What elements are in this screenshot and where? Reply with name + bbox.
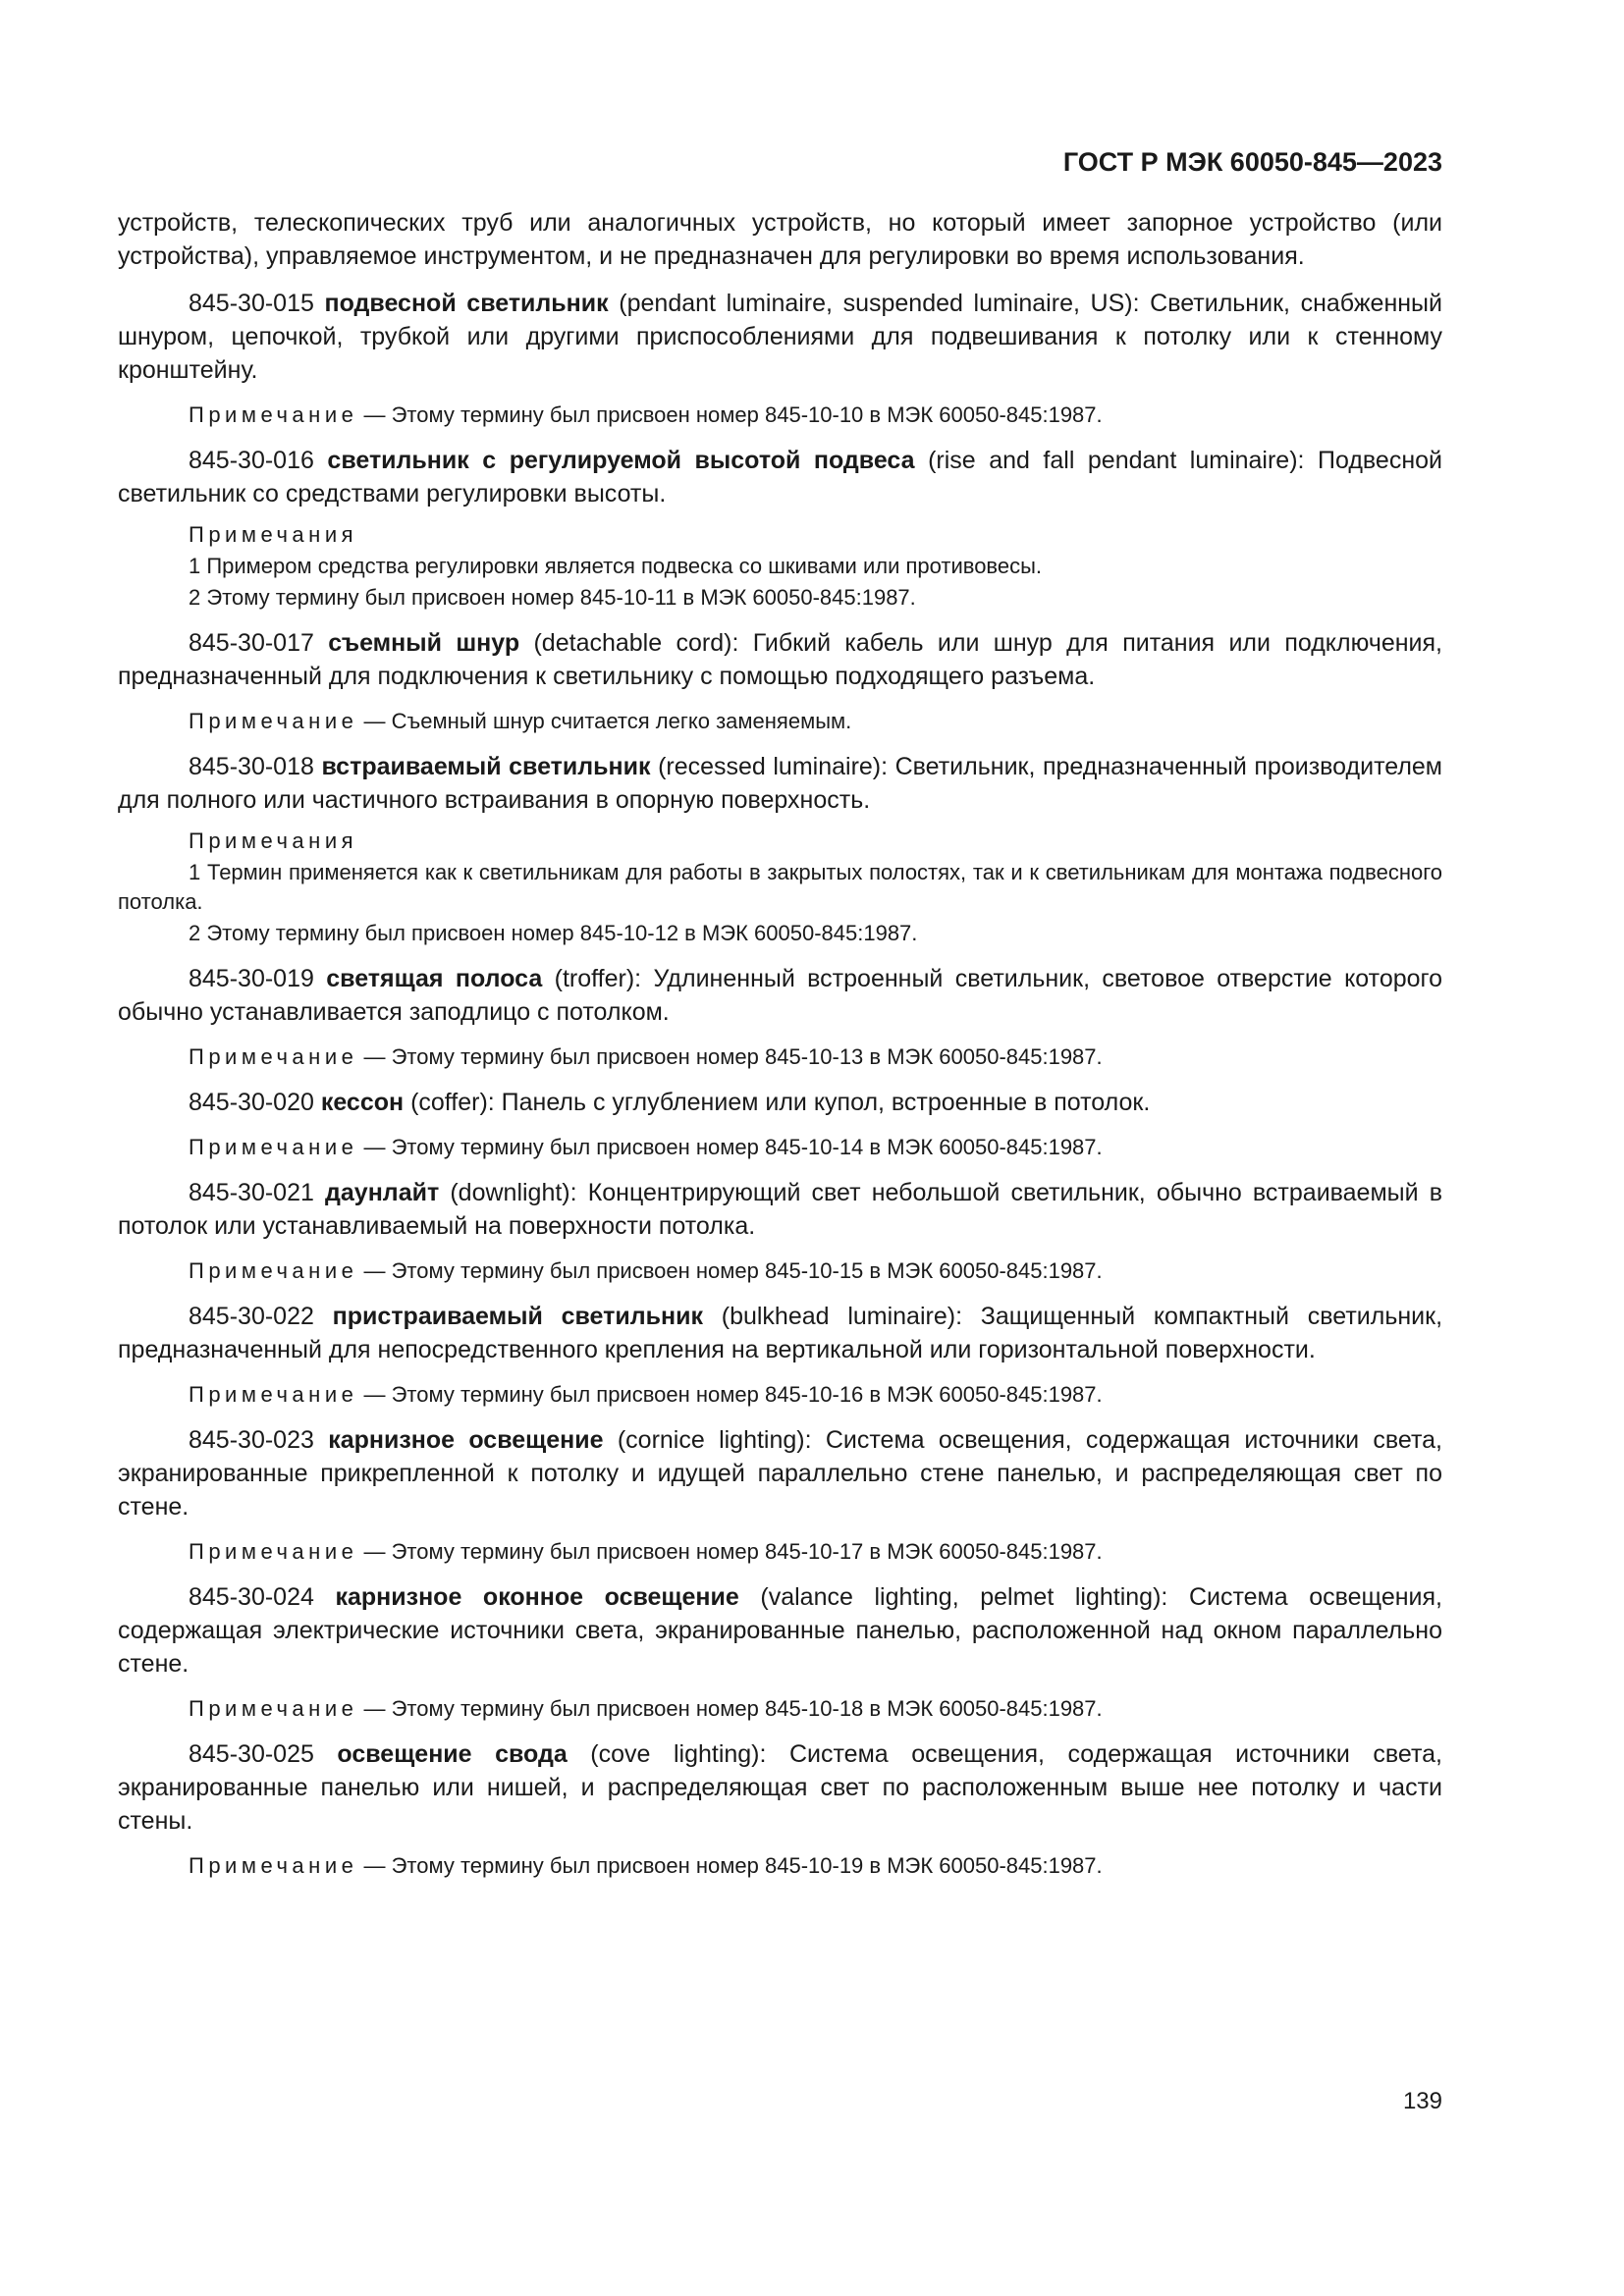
note-text: — Этому термину был присвоен номер 845-10-19 в МЭК 60050-845:1987. (363, 1853, 1103, 1878)
note-017 (189, 707, 1442, 736)
term-name: кессон (320, 1089, 405, 1116)
note-label: Примечание (189, 1044, 358, 1069)
notes-label-018: Примечания (189, 828, 358, 853)
note-label: Примечание (189, 1382, 358, 1407)
term-definition: (recessed luminaire): Светильник, предназначенный производителем для полного или частичного встраивания в опорную поверхность. (118, 753, 1442, 814)
term-definition: (detachable cord): Гибкий кабель или шнур для питания или подключения, предназначенный для подключения к светильнику с помощью подходящего разъема. (118, 629, 1442, 690)
note-015 (189, 400, 1442, 430)
term-name: светящая полоса (326, 965, 543, 992)
term-name: подвесной светильник (324, 290, 609, 317)
note-text: — Съемный шнур считается легко заменяемым. (363, 709, 852, 733)
note-021 (189, 1256, 1442, 1286)
note-label: Примечание (189, 1135, 358, 1159)
term-number: 845-30-017 (189, 629, 314, 657)
note-text: — Этому термину был присвоен номер 845-10-16 в МЭК 60050-845:1987. (363, 1382, 1103, 1407)
term-number: 845-30-024 (189, 1583, 314, 1611)
continuation-paragraph: устройств, телескопических труб или аналогичных устройств, но который имеет запорное устройство (или устройства), управляемое инструментом, и не предназначен для регулировки во время использования. (118, 209, 1442, 270)
term-entry-024 (118, 1580, 1442, 1681)
note-label: Примечание (189, 1539, 358, 1564)
term-entry-015 (118, 287, 1442, 387)
note-023 (189, 1537, 1442, 1567)
note-item: 1 Примером средства регулировки является подвеска со шкивами или противовесы. (189, 554, 1043, 578)
note-label: Примечание (189, 1853, 358, 1878)
note-label: Примечание (189, 1258, 358, 1283)
term-definition: (rise and fall pendant luminaire): Подвесной светильник со средствами регулировки высоты. (118, 447, 1442, 507)
note-text: — Этому термину был присвоен номер 845-10-14 в МЭК 60050-845:1987. (363, 1135, 1103, 1159)
term-name: встраиваемый светильник (321, 753, 651, 780)
term-definition: (valance lighting, pelmet lighting): Система освещения, содержащая электрические источники света, экранированные панелью, расположенной над окном параллельно стене. (118, 1583, 1442, 1678)
note-item: 2 Этому термину был присвоен номер 845-10-12 в МЭК 60050-845:1987. (189, 921, 918, 945)
term-entry-020 (118, 1086, 1442, 1119)
note-text: — Этому термину был присвоен номер 845-10-15 в МЭК 60050-845:1987. (363, 1258, 1103, 1283)
term-number: 845-30-023 (189, 1426, 314, 1454)
term-definition: (downlight): Концентрирующий свет небольшой светильник, обычно встраиваемый в потолок или устанавливаемый на поверхности потолка. (118, 1179, 1442, 1240)
note-024 (189, 1694, 1442, 1724)
term-definition: (troffer): Удлиненный встроенный светильник, световое отверстие которого обычно устанавливается заподлицо с потолком. (118, 965, 1442, 1026)
term-entry-023 (118, 1423, 1442, 1523)
term-number: 845-30-022 (189, 1303, 314, 1330)
term-definition: (pendant luminaire, suspended luminaire, US): Светильник, снабженный шнуром, цепочкой, трубкой или другими приспособлениями для подвешивания к потолку или к стенному кронштейну. (118, 290, 1442, 384)
term-number: 845-30-015 (189, 290, 314, 317)
note-text: — Этому термину был присвоен номер 845-10-13 в МЭК 60050-845:1987. (363, 1044, 1103, 1069)
note-label: Примечание (189, 709, 358, 733)
term-name: светильник с регулируемой высотой подвеса (327, 447, 915, 474)
note-022 (189, 1380, 1442, 1410)
term-entry-022 (118, 1300, 1442, 1366)
notes-label-016: Примечания (189, 522, 358, 547)
term-definition: (cove lighting): Система освещения, содержащая источники света, экранированные панелью или нишей, и распределяющая свет по расположенным выше нее потолку и части стены. (118, 1740, 1442, 1835)
term-name: даунлайт (325, 1179, 440, 1206)
note-019 (189, 1042, 1442, 1072)
note-label: Примечание (189, 1696, 358, 1721)
page-number: 139 (1402, 2088, 1442, 2114)
term-number: 845-30-019 (189, 965, 314, 992)
term-number: 845-30-021 (189, 1179, 314, 1206)
note-025 (189, 1851, 1442, 1881)
term-number: 845-30-018 (189, 753, 314, 780)
term-number: 845-30-016 (189, 447, 314, 474)
term-entry-018 (118, 750, 1442, 817)
term-name: пристраиваемый светильник (332, 1303, 703, 1330)
note-item: 2 Этому термину был присвоен номер 845-10-11 в МЭК 60050-845:1987. (189, 585, 916, 610)
document-header: ГОСТ Р МЭК 60050-845—2023 (1062, 147, 1442, 177)
term-definition: (cornice lighting): Система освещения, содержащая источники света, экранированные прикрепленной к потолку и идущей параллельно стене панелью, и распределяющая свет по стене. (118, 1426, 1442, 1521)
document-body (118, 206, 1442, 1881)
note-text: — Этому термину был присвоен номер 845-10-18 в МЭК 60050-845:1987. (363, 1696, 1103, 1721)
term-name: карнизное оконное освещение (335, 1583, 739, 1611)
note-text: — Этому термину был присвоен номер 845-10-10 в МЭК 60050-845:1987. (363, 402, 1103, 427)
term-entry-021 (118, 1176, 1442, 1243)
term-name: съемный шнур (328, 629, 520, 657)
note-020 (189, 1133, 1442, 1162)
term-name: карнизное освещение (328, 1426, 604, 1454)
term-entry-019 (118, 962, 1442, 1029)
note-label: Примечание (189, 402, 358, 427)
term-number: 845-30-025 (189, 1740, 314, 1768)
term-entry-017 (118, 626, 1442, 693)
term-name: освещение свода (337, 1740, 568, 1768)
term-definition: (coffer): Панель с углублением или купол, встроенные в потолок. (410, 1089, 1151, 1116)
note-text: — Этому термину был присвоен номер 845-10-17 в МЭК 60050-845:1987. (363, 1539, 1103, 1564)
term-number: 845-30-020 (189, 1089, 314, 1116)
term-entry-016 (118, 444, 1442, 510)
note-item: 1 Термин применяется как к светильникам для работы в закрытых полостях, так и к светильникам для монтажа подвесного потолка. (118, 860, 1442, 914)
term-entry-025 (118, 1737, 1442, 1838)
term-definition: (bulkhead luminaire): Защищенный компактный светильник, предназначенный для непосредственного крепления на вертикальной или горизонтальной поверхности. (118, 1303, 1443, 1363)
